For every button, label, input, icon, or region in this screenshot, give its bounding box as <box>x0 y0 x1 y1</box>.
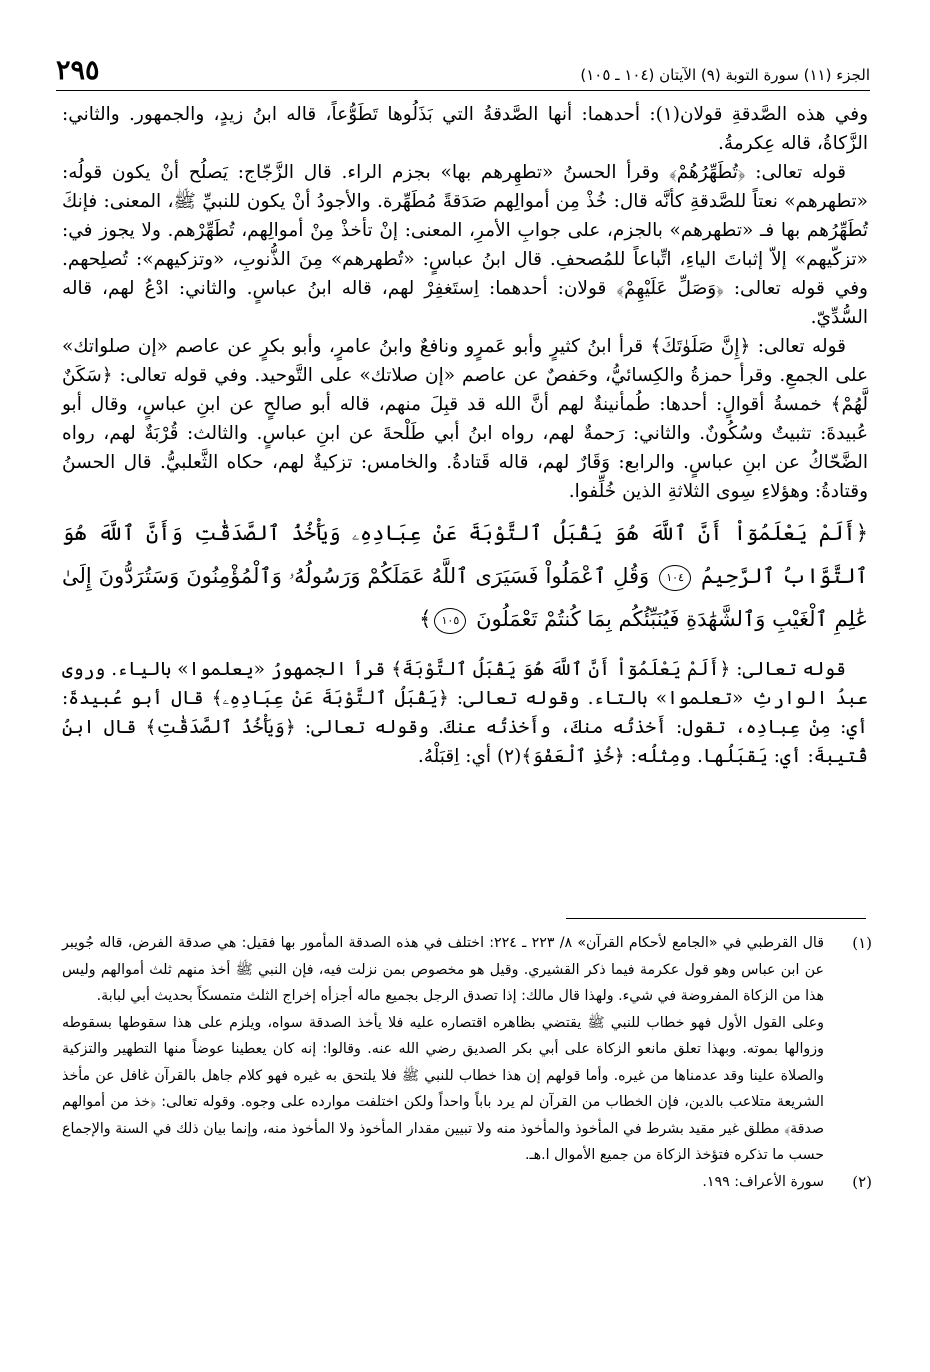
running-head <box>56 40 870 91</box>
footnote-marker: (١) <box>852 934 872 952</box>
footnote-marker: (٢) <box>852 1172 872 1191</box>
footnote-1 <box>62 930 872 1169</box>
ayah-number-105: ١٠٥ <box>434 608 466 634</box>
footnote-text: قال القرطبي في «الجامع لأحكام القرآن» ٨/ ٢٢٣ ـ ٢٢٤: اختلف في هذه الصدقة المأمور بها فقيل: هي صدقة الفرض، قاله جُويبر عن ابن عباس وهو قول عكرمة فيما ذكر القشيري. وقيل هو مخصوص بمن نزلت فيه، فإن النبي ﷺ أخذ منهم ثلث أموالهم وليس هذا من الزكاة المفروضة في شيء. ولهذا قال مالك: إذا تصدق الرجل بجميع ماله أجزأه إخراج الثلث متمسكاً بحديث أبي لبابة. <box>62 935 824 1004</box>
ayah-number-104: ١٠٤ <box>659 565 691 591</box>
paragraph-charity-sayings: وفي هذه الصَّدقةِ قولان(١): أحدهما: أنها الصَّدقةُ التي بَذَلُوها تَطَوُّعاً، قاله ابنُ زيدٍ، والجمهور. والثاني: الزَّكاةُ، قاله عِكرمةُ. <box>62 104 868 154</box>
verse-105-text: وَقُلِ ٱعْمَلُواْ فَسَيَرَى ٱللَّهُ عَمَلَكُمْ وَرَسُولُهُۥ وَٱلْمُؤْمِنُونَ وَسَتُرَدُّونَ إِلَىٰ عَٰلِمِ ٱلْغَيْبِ وَٱلشَّهَٰدَةِ فَيُنَبِّئُكُم بِمَا كُنتُمْ تَعْمَلُونَ <box>62 564 868 631</box>
footnote-2 <box>62 1169 872 1196</box>
verse-close-bracket: ﴾ <box>419 607 432 631</box>
footnote-separator <box>566 918 866 919</box>
verse-104-text: أَلَمْ يَعْلَمُوٓاْ أَنَّ ٱللَّهَ هُوَ يَقْبَلُ ٱلتَّوْبَةَ عَنْ عِبَادِهِۦ وَيَأْخُذُ ٱلصَّدَقَٰتِ وَأَنَّ ٱللَّهَ هُوَ ٱلتَّوَّابُ ٱلرَّحِيمُ <box>62 521 868 588</box>
running-head-title: الجزء (١١) سورة التوبة (٩) الآيتان (١٠٤ ـ ١٠٥) <box>580 66 870 84</box>
page-number: ٢٩٥ <box>56 55 100 86</box>
paragraph-your-prayer: قوله تعالى: ﴿إِنَّ صَلَوٰتَكَ﴾ قرأ ابنُ كثيرٍ وأبو عَمرٍو ونافعٌ وابنُ عامرٍ، وأبو بكرٍ عن عاصم «إن صلواتك» على الجمعِ. وقرأ حمزةُ والكِسائيُّ، وحَفصٌ عن عاصم «إن صلاتك» على التَّوحيد. وفي قوله تعالى: ﴿سَكَنٌ لَّهُمْ﴾ خمسةُ أقوالٍ: أحدها: طُمأنينةٌ لهم أنَّ الله قد قبِلَ منهم، قاله أبو صالحٍ عن ابنِ عباسٍ، وقال أبو عُبيدةَ: تثبيتٌ وسُكُونٌ. والثاني: رَحمةٌ لهم، رواه ابنُ أبي طَلْحةَ عن ابنِ عباسٍ. والثالث: قُرْبَةٌ لهم، رواه الضَّحّاكُ عن ابنِ عباسٍ. والرابع: وَقَارٌ لهم، قاله قَتادةُ. والخامس: تزكيةٌ لهم، حكاه الثَّعلبيُّ. قال الحسنُ وقتادةُ: وهؤلاءِ سِوى الثلاثةِ الذين خُلِّفوا. <box>62 336 868 502</box>
quran-verse-block <box>62 512 868 641</box>
footnote-text: سورة الأعراف: ١٩٩. <box>702 1173 824 1190</box>
paragraph-commentary-verse-104: قوله تعالى: ﴿أَلَمْ يَعْلَمُوٓاْ أَنَّ ٱللَّهَ هُوَ يَقْبَلُ ٱلتَّوْبَةَ﴾ قرأ الجمهورُ «يعلموا» بالياء. وروى عبدُ الوارثِ «تعلموا» بالتاء. وقوله تعالى: ﴿يَقْبَلُ ٱلتَّوْبَةَ عَنْ عِبَادِهِۦ﴾ قال أبو عُبيدةَ: أي: مِنْ عِبادِه، تقول: أَخذتُه منكَ، وأَخذتُه عنكَ. وقوله تعالى: ﴿وَيَأْخُذُ ٱلصَّدَقَٰتِ﴾ قال ابنُ قُتيبةَ: أي: يَقبَلُها. ومِثلُه: ﴿خُذِ ٱلْعَفْوَ﴾(٢) أي: اِقبَلْهُ. <box>62 659 868 767</box>
verse-open-bracket: ﴿ <box>855 521 868 545</box>
paragraph-purify-them: قوله تعالى: ﴿تُطَهِّرُهُمْ﴾ وقرأ الحسنُ «تطهِرهم بها» بجزم الراء. قال الزَّجّاج: يَصلُح أنْ يكون قولُه: «تطهرهم» نعتاً للصَّدقةِ كأنَّه قال: خُذْ مِن أموالِهم صَدَقةً مُطَهِّرة. والأجودُ أنْ يكون للنبيِّ ﷺ، المعنى: فإنكَ تُطَهِّرُهم بها فـ «تطهرهم» بالجزم، على جوابِ الأمرِ، المعنى: إنْ تأخذْ مِنْ أموالِهم، تُطَهِّرْهم. ولا يجوز في: «تزكّيهم» إلاّ إثباتَ الياءِ، اتِّباعاً للمُصحفِ. قال ابنُ عباسٍ: «تُطهرهم» مِنَ الذُّنوبِ، «وتزكيهم»: تُصلِحهم. وفي قوله تعالى: ﴿وَصَلِّ عَلَيْهِمْ﴾ قولان: أحدهما: اِستَغفِرْ لهم، قاله ابنُ عباسٍ. والثاني: ادْعُ لهم، قاله السُّدِّيّ. <box>62 162 868 328</box>
footnote-text: وعلى القول الأول فهو خطاب للنبي ﷺ يقتضي بظاهره اقتصاره عليه فلا يأخذ الصدقة سواه، ويلزم على هذا سقوطها بسقوطه وزوالها بموته. وبهذا تعلق مانعو الزكاة على أبي بكر الصديق رضي الله عنه. وقالوا: إنه كان يعطينا عوضاً منها التطهير والتزكية والصلاة علينا وقد عدمناها من غيره. وأما قولهم إن هذا خطاب للنبي ﷺ فلا يلتحق به غيره فهو كلام جاهل بالقرآن غافل عن مأخذ الشريعة متلاعب بالدين، فإن الخطاب من القرآن لم يرد باباً واحداً ولكن اختلفت موارده على وجوه. وقوله تعالى: ﴿خذ من أموالهم صدقة﴾ مطلق غير مقيد بشرط في المأخوذ والمأخوذ منه ولا تبيين مقدار المأخوذ ولا المأخوذ منه، وإنما بيان ذلك في السنة والإجماع حسب ما تذكره فتؤخذ الزكاة من جميع الأموال ا.هـ. <box>62 1014 824 1163</box>
main-text <box>62 100 868 771</box>
footnotes <box>62 930 872 1195</box>
